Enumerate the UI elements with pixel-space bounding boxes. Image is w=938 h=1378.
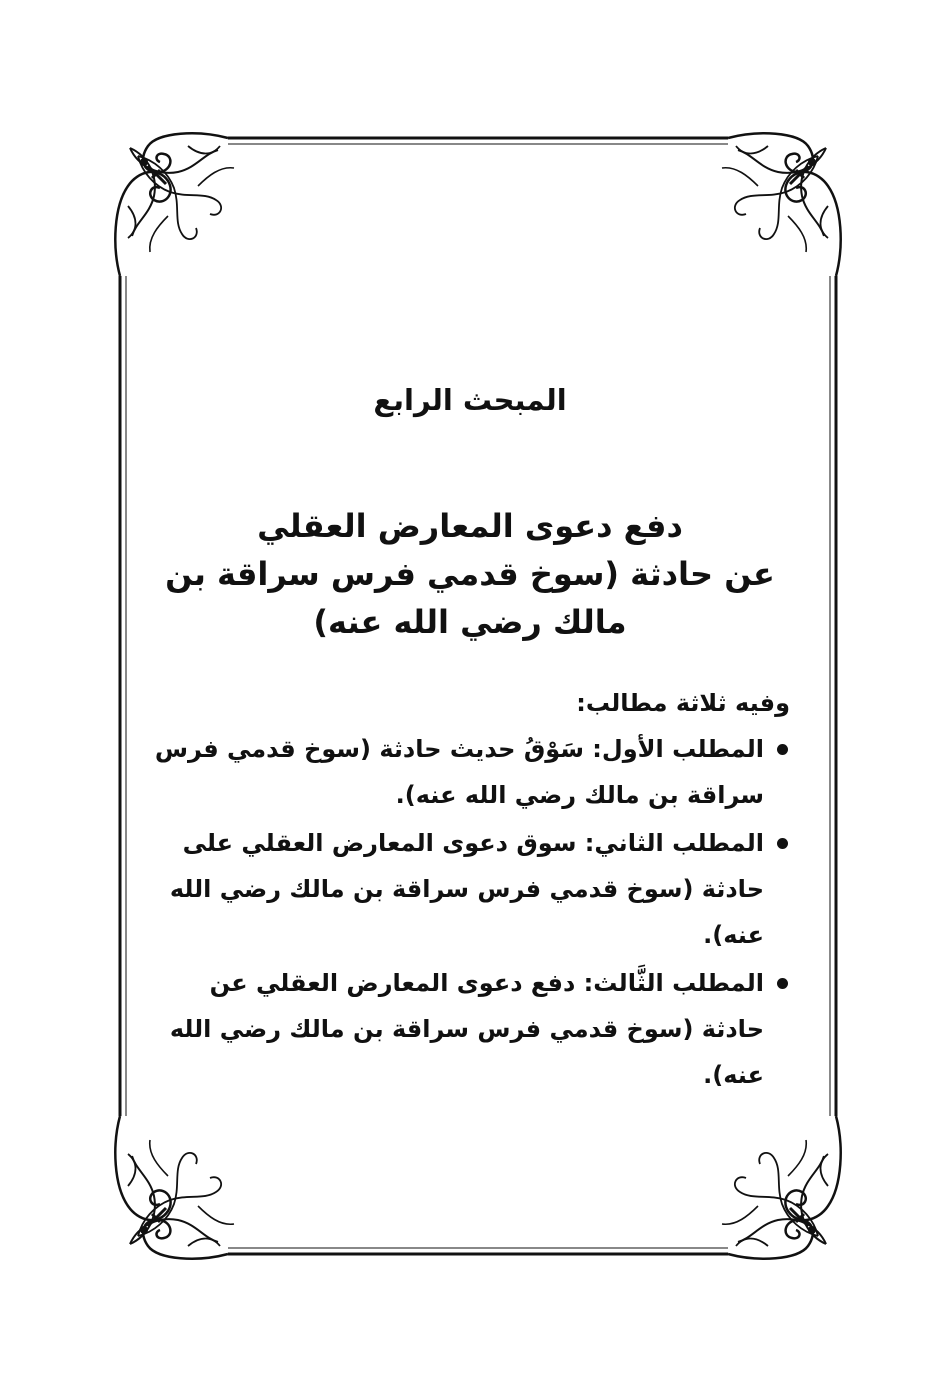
bullet-icon xyxy=(777,744,788,755)
item-text: دفع دعوى المعارض العقلي عن حادثة (سوخ قدمي فرس سراقة بن مالك رضي الله عنه). xyxy=(169,969,764,1089)
subsection-list xyxy=(150,726,790,1098)
list-item xyxy=(150,820,790,958)
heading-line-1: دفع دعوى المعارض العقلي xyxy=(257,507,683,545)
section-title: المبحث الرابع xyxy=(373,383,567,417)
item-text: سَوْقُ حديث حادثة (سوخ قدمي فرس سراقة بن مالك رضي الله عنه). xyxy=(154,735,764,809)
bullet-icon xyxy=(777,978,788,989)
item-label: المطلب الثاني: xyxy=(584,829,764,857)
item-label: المطلب الثَّالث: xyxy=(583,969,764,997)
item-text: سوق دعوى المعارض العقلي على حادثة (سوخ قدمي فرس سراقة بن مالك رضي الله عنه). xyxy=(169,829,764,949)
intro-text: وفيه ثلاثة مطالب: xyxy=(576,689,790,717)
chapter-heading xyxy=(150,502,790,646)
list-item xyxy=(150,960,790,1098)
heading-line-2: عن حادثة (سوخ قدمي فرس سراقة بن مالك رضي الله عنه) xyxy=(165,555,775,641)
page-content xyxy=(150,380,790,1100)
item-label: المطلب الأول: xyxy=(592,735,764,763)
list-item xyxy=(150,726,790,818)
bullet-icon xyxy=(777,838,788,849)
